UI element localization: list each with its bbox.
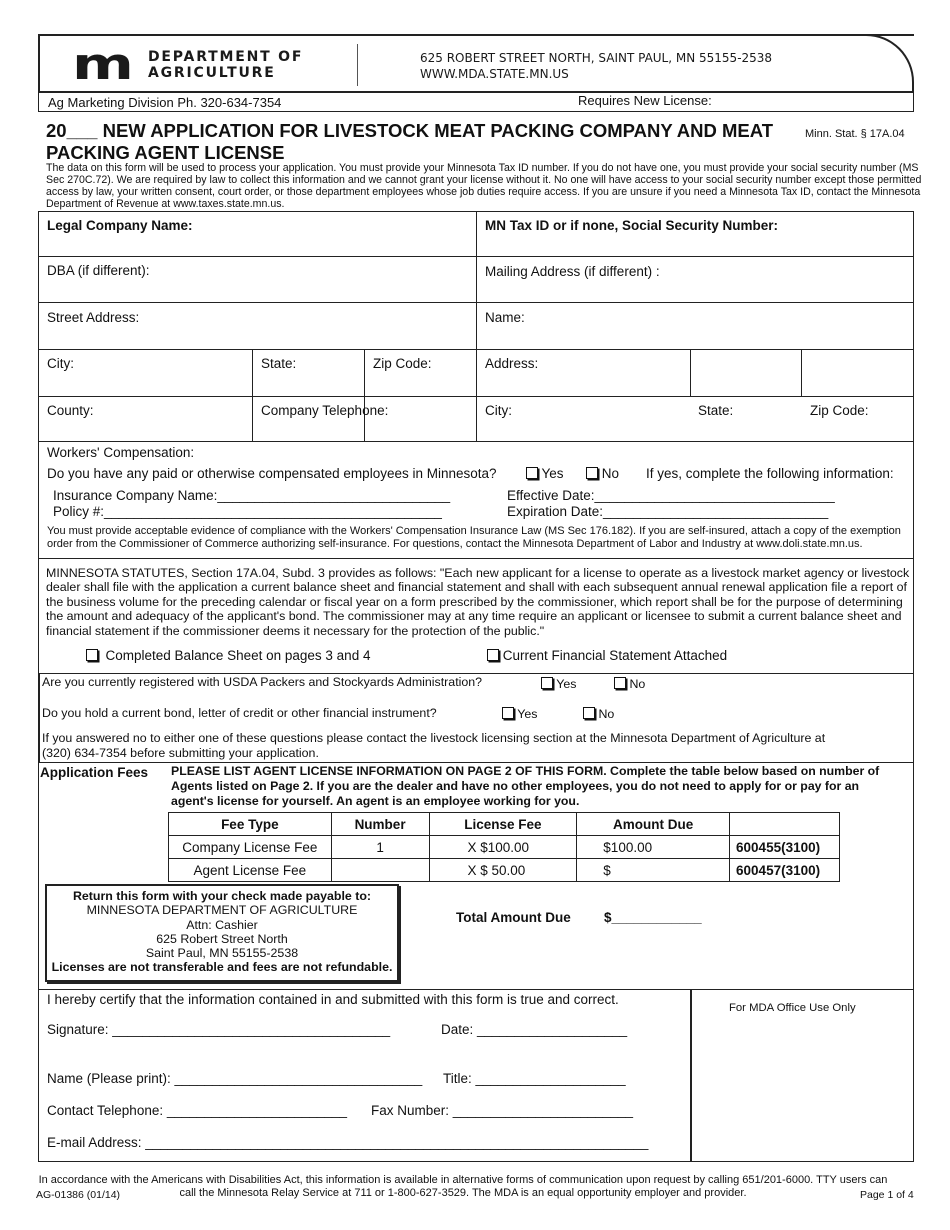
fee-type-cell: Company License Fee (169, 836, 332, 859)
return-instructions-box (45, 884, 399, 982)
statute-reference: Minn. Stat. § 17A.04 (805, 128, 905, 140)
mailing-city-field[interactable]: City: (485, 403, 512, 418)
street-address-field[interactable]: Street Address: (47, 310, 140, 325)
financial-statement-option[interactable] (487, 648, 727, 663)
county-field[interactable]: County: (47, 403, 94, 418)
signature-field[interactable]: Signature: _____________________________________ (47, 1022, 391, 1037)
license-fee-cell: X $100.00 (429, 836, 577, 859)
header-divider (357, 44, 358, 86)
yes-label: Yes (517, 707, 538, 721)
logo-line-1: DEPARTMENT OF (148, 49, 304, 65)
statutes-text: MINNESOTA STATUTES, Section 17A.04, Subd. 3 provides as follows: "Each new applicant for a license to operate as a livestock market agency or livestock dealer shall file with the application a current balance sheet and financial statement and shall with each subsequent annual renewal application file a report of the business volume for the preceding calendar or fiscal year on a form prescribed by the commissioner, which report shall be for the purpose of determining the amount and adequacy of the applicant's bond. The commissioner may at any time require an applicant or licensee to submit a current balance sheet and financial statement if the commissioner deems it necessary for the protection of the public." (46, 566, 910, 638)
mailing-street-field[interactable]: Address: (485, 356, 539, 371)
ada-notice: In accordance with the Americans with Disabilities Act, this information is available in alternative forms of communication upon request by calling 651/201-6000. TTY users can call the Minnesota Relay Service at 711 or 1-800-627-3529. The MDA is an equal opportunity employer and provider. (38, 1174, 888, 1199)
number-cell[interactable] (331, 859, 429, 882)
checkbox-icon[interactable] (86, 649, 98, 661)
account-code-cell: 600457(3100) (730, 859, 840, 882)
return-line: MINNESOTA DEPARTMENT OF AGRICULTURE (86, 903, 358, 918)
section-border (913, 673, 915, 763)
mn-logo-mark: m (72, 39, 130, 90)
expiration-date-field[interactable]: Expiration Date:______________________________ (507, 504, 829, 519)
company-telephone-field[interactable]: Company Telephone: (261, 403, 389, 418)
account-code-cell: 600455(3100) (730, 836, 840, 859)
no-label: No (598, 707, 615, 721)
usda-no-option[interactable] (614, 677, 645, 691)
state-field[interactable]: State: (261, 356, 297, 371)
section-divider (690, 989, 692, 1162)
fees-header-row (169, 813, 840, 836)
form-title: 20___ NEW APPLICATION FOR LIVESTOCK MEAT PACKING COMPANY AND MEAT PACKING AGENT LICENSE (46, 120, 774, 163)
return-heading: Return this form with your check made payable to: (72, 889, 372, 903)
fees-instructions: PLEASE LIST AGENT LICENSE INFORMATION ON PAGE 2 OF THIS FORM. Complete the table below based on number of Agents listed on Page 2. If you are the dealer and have no other employees, you do not need to apply for or pay for an agent's license for yourself. An agent is an employee working for you. (171, 764, 880, 808)
checkbox-icon[interactable] (502, 707, 514, 719)
requires-license-label: Requires New License: (578, 93, 712, 108)
application-fees-heading: Application Fees (40, 765, 149, 780)
grid-line (801, 349, 802, 396)
table-row (169, 836, 840, 859)
printed-name-field[interactable]: Name (Please print): _________________________________ (47, 1071, 423, 1086)
financial-statement-label: Current Financial Statement Attached (502, 648, 728, 663)
return-footer: Licenses are not transferable and fees are not refundable. (51, 960, 393, 975)
amount-due-cell[interactable]: $ (577, 859, 730, 882)
dba-field[interactable]: DBA (if different): (47, 263, 150, 278)
checkbox-icon[interactable] (614, 677, 626, 689)
zip-code-field[interactable]: Zip Code: (373, 356, 432, 371)
insurance-company-field[interactable]: Insurance Company Name:_______________________________ (53, 488, 451, 503)
bond-question: Do you hold a current bond, letter of credit or other financial instrument? (42, 706, 437, 720)
contact-telephone-field[interactable]: Contact Telephone: ________________________ (47, 1103, 348, 1118)
fee-type-cell: Agent License Fee (169, 859, 332, 882)
mailing-name-field[interactable]: Name: (485, 310, 525, 325)
tax-id-field[interactable]: MN Tax ID or if none, Social Security Number: (485, 218, 779, 233)
section-border (38, 673, 40, 763)
yes-label: Yes (541, 466, 564, 481)
checkbox-icon[interactable] (586, 467, 598, 479)
balance-sheet-label: Completed Balance Sheet on pages 3 and 4 (105, 648, 371, 663)
bond-yes-option[interactable] (502, 707, 537, 721)
checkbox-icon[interactable] (526, 467, 538, 479)
mailing-state-field[interactable]: State: (698, 403, 734, 418)
employees-followup: If yes, complete the following information: (646, 466, 894, 481)
employees-question: Do you have any paid or otherwise compensated employees in Minnesota? (47, 466, 497, 481)
employees-no-option[interactable] (586, 466, 619, 481)
logo-line-2: AGRICULTURE (148, 65, 276, 81)
usda-question: Are you currently registered with USDA Packers and Stockyards Administration? (42, 675, 483, 689)
title-field[interactable]: Title: ____________________ (443, 1071, 626, 1086)
licensing-contact-note: If you answered no to either one of these questions please contact the livestock licensing section at the Minnesota Department of Agriculture at (320) 634-7354 before submitting your application. (42, 731, 826, 760)
amount-due-cell[interactable]: $100.00 (577, 836, 730, 859)
workers-comp-notice: You must provide acceptable evidence of compliance with the Workers' Compensation Insurance Law (MS Sec 176.182). If you are self-insured, attach a copy of the exemption order from the Commissioner of Commerce authorizing self-insurance. For questions, contact the Minnesota Department of Labor and Industry at www.doli.state.mn.us. (47, 525, 901, 550)
number-header: Number (331, 813, 429, 836)
office-use-label: For MDA Office Use Only (729, 1002, 856, 1014)
grid-line (252, 349, 253, 442)
website-link[interactable]: WWW.MDA.STATE.MN.US (420, 67, 569, 81)
workers-comp-heading: Workers' Compensation: (47, 445, 195, 460)
amount-due-header: Amount Due (577, 813, 730, 836)
grid-line (690, 349, 691, 396)
number-cell[interactable]: 1 (331, 836, 429, 859)
mailing-address-field[interactable]: Mailing Address (if different) : (485, 264, 660, 279)
email-address-field[interactable]: E-mail Address: ___________________________________________________________________ (47, 1135, 649, 1150)
usda-yes-option[interactable] (541, 677, 576, 691)
intro-paragraph: The data on this form will be used to process your application. You must provide your Minnesota Tax ID number. If you do not have one, you must provide your social security number (MS Sec 270C.72). We are required by law to collect this information and we cannot grant your license without it. No one will have access to your social security number except those permitted access by law, your written consent, court order, or those department employees whose job duties require access. If you are unsure if you need a Minnesota Tax ID, contact the Minnesota Department of Revenue at www.taxes.state.mn.us. (46, 162, 922, 210)
no-label: No (601, 466, 620, 481)
mailing-zip-field[interactable]: Zip Code: (810, 403, 869, 418)
return-line: Saint Paul, MN 55155-2538 (145, 946, 299, 961)
yes-label: Yes (556, 677, 577, 691)
total-amount-field[interactable]: $____________ (604, 910, 702, 925)
department-address (420, 50, 772, 82)
fees-table (168, 812, 840, 882)
form-id: AG-01386 (01/14) (36, 1189, 121, 1201)
account-code-header (730, 813, 840, 836)
effective-date-field[interactable]: Effective Date:________________________________ (507, 488, 835, 503)
table-row (169, 859, 840, 882)
division-phone: Ag Marketing Division Ph. 320-634-7354 (48, 95, 282, 110)
return-line: Attn: Cashier (186, 917, 258, 932)
license-fee-cell: X $ 50.00 (429, 859, 577, 882)
date-field[interactable]: Date: ____________________ (441, 1022, 628, 1037)
grid-line (364, 349, 365, 442)
license-fee-header: License Fee (429, 813, 577, 836)
checkbox-icon[interactable] (487, 649, 499, 661)
policy-number-field[interactable]: Policy #:_____________________________________________ (53, 504, 442, 519)
legal-company-name-field[interactable]: Legal Company Name: (47, 218, 193, 233)
fax-number-field[interactable]: Fax Number: ________________________ (371, 1103, 633, 1118)
checkbox-icon[interactable] (583, 707, 595, 719)
no-label: No (629, 677, 646, 691)
balance-sheet-option[interactable] (86, 648, 370, 663)
street-address: 625 ROBERT STREET NORTH, SAINT PAUL, MN 55155-2538 (420, 51, 773, 65)
total-amount-label: Total Amount Due (456, 910, 571, 925)
employees-yes-option[interactable] (526, 466, 564, 481)
city-field[interactable]: City: (47, 356, 74, 371)
fee-type-header: Fee Type (169, 813, 332, 836)
department-logo-text (148, 49, 303, 81)
bond-no-option[interactable] (583, 707, 614, 721)
grid-line (476, 211, 477, 442)
return-line: 625 Robert Street North (156, 931, 288, 946)
page-number: Page 1 of 4 (860, 1189, 914, 1201)
checkbox-icon[interactable] (541, 677, 553, 689)
certification-statement: I hereby certify that the information contained in and submitted with this form is true and correct. (47, 992, 619, 1007)
